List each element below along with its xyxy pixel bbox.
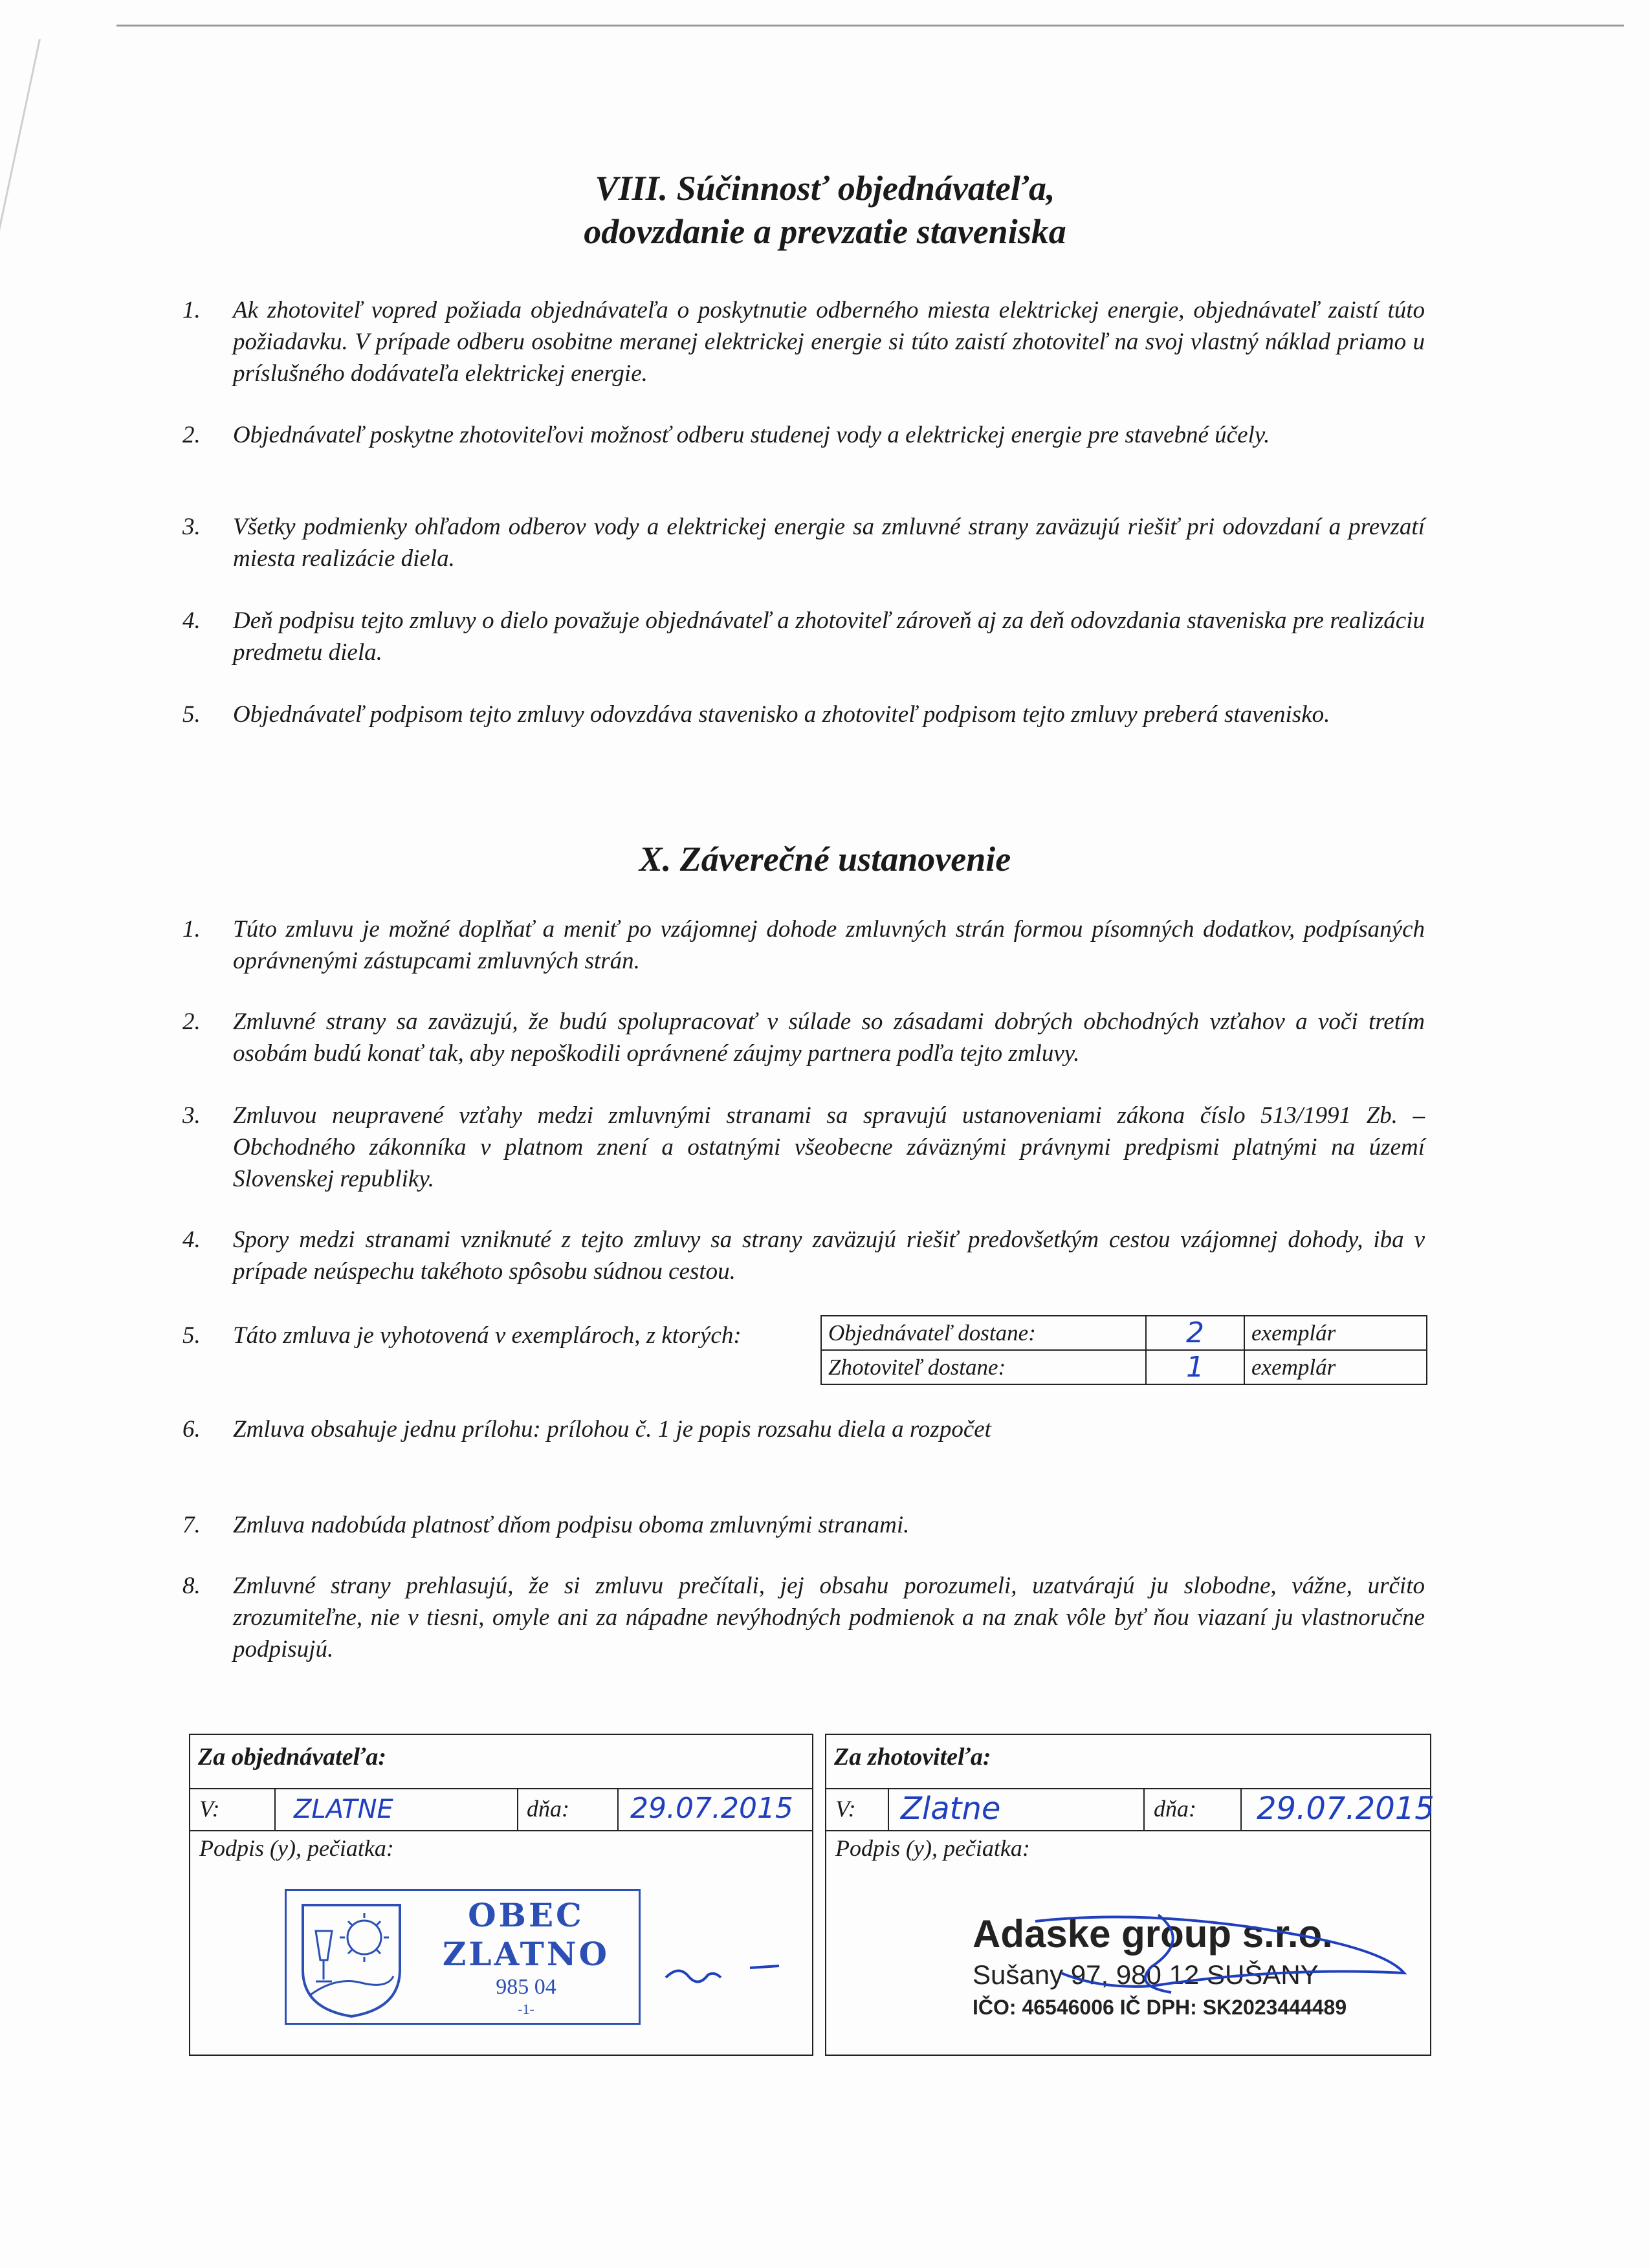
item-number: 1. (182, 916, 201, 943)
table-cell: Objednávateľ dostane: (821, 1316, 1146, 1350)
place-value: Zlatne (901, 1791, 1001, 1827)
item-text: Zmluva obsahuje jednu prílohu: prílohou č. 1 je popis rozsahu diela a rozpočet (233, 1416, 991, 1443)
divider (274, 1789, 276, 1830)
place-label: V: (835, 1796, 856, 1822)
sign-label: Podpis (y), pečiatka: (199, 1835, 394, 1861)
item-number: 4. (182, 607, 201, 634)
divider (1240, 1789, 1242, 1830)
stamp-text: 985 04 (496, 1975, 556, 1999)
stamp-company-address: Sušany 97, 980 12 SUŠANY (973, 1959, 1319, 1990)
item-number: 5. (182, 1322, 201, 1349)
item-text: Zmluvné strany prehlasujú, že si zmluvu prečítali, jej obsahu porozumeli, uzatvárajú ju slobodne, vážne, určito zrozumiteľne, nie v tiesni, omyle ani za nápadne nevýhodných podmienok a na znak vôle byť ňou viazaní ju vlastnoručne podpisujú. (233, 1573, 1425, 1663)
item-number: 8. (182, 1573, 201, 1599)
table-row (821, 1350, 1427, 1384)
divider (826, 1830, 1430, 1831)
item-number: 2. (182, 1009, 201, 1035)
stamp-text: ZLATNO (442, 1935, 610, 1973)
date-label: dňa: (527, 1796, 569, 1822)
exemplar-table (820, 1315, 1427, 1385)
client-signature-title: Za objednávateľa: (198, 1743, 387, 1771)
table-cell: Zhotoviteľ dostane: (821, 1350, 1146, 1384)
item-number: 4. (182, 1227, 201, 1253)
table-cell: 2 (1146, 1316, 1244, 1350)
coat-of-arms-icon (296, 1899, 406, 2018)
table-cell: exemplár (1244, 1316, 1427, 1350)
place-value: ZLATNE (294, 1794, 393, 1824)
item-number: 7. (182, 1512, 201, 1538)
page-edge (116, 25, 1624, 27)
divider (826, 1788, 1430, 1789)
stamp-company-ids: IČO: 46546006 IČ DPH: SK2023444489 (973, 1996, 1347, 2019)
section-8-title-line1: VIII. Súčinnosť objednávateľa, (595, 169, 1055, 208)
item-text: Objednávateľ podpisom tejto zmluvy odovzdáva stavenisko a zhotoviteľ podpisom tejto zmluvy preberá stavenisko. (233, 701, 1330, 728)
item-text: Túto zmluvu je možné doplňať a meniť po vzájomnej dohode zmluvných strán formou písomných dodatkov, podpísaných oprávnenými zástupcami zmluvných strán. (233, 916, 1425, 974)
divider (517, 1789, 518, 1830)
sign-label: Podpis (y), pečiatka: (835, 1835, 1030, 1861)
item-text: Táto zmluva je vyhotovená v exemplároch, z ktorých: (233, 1322, 742, 1349)
table-row (821, 1316, 1427, 1350)
date-value: 29.07.2015 (1257, 1791, 1435, 1827)
stamp-text: -1- (518, 2001, 534, 2017)
handwritten-signature (1022, 1895, 1411, 1999)
item-text: Zmluvné strany sa zaväzujú, že budú spolupracovať v súlade so zásadami dobrých obchodných vzťahov a voči tretím osobám budú konať tak, aby nepoškodili oprávnené záujmy partnera podľa tejto zmluvy. (233, 1009, 1425, 1067)
item-number: 5. (182, 701, 201, 728)
divider (190, 1788, 812, 1789)
item-number: 1. (182, 297, 201, 323)
stamp-text: OBEC (468, 1896, 584, 1934)
date-label: dňa: (1154, 1796, 1196, 1822)
item-text: Všetky podmienky ohľadom odberov vody a elektrickej energie sa zmluvné strany zaväzujú riešiť pri odovzdaní a prevzatí miesta realizácie diela. (233, 514, 1425, 572)
item-text: Zmluvou neupravené vzťahy medzi zmluvnými stranami sa spravujú ustanoveniami zákona číslo 513/1991 Zb. – Obchodného zákonníka v platnom znení a ostatnými všeobecne záväznými právnymi predpismi platnými na území Slovenskej republiky. (233, 1102, 1425, 1192)
divider (1143, 1789, 1145, 1830)
section-8-title-line2: odovzdanie a prevzatie staveniska (584, 212, 1066, 251)
date-value: 29.07.2015 (630, 1792, 793, 1825)
item-text: Deň podpisu tejto zmluvy o dielo považuje objednávateľ a zhotoviteľ zároveň aj za deň odovzdania staveniska pre realizáciu predmetu diela. (233, 607, 1425, 666)
municipality-stamp (285, 1889, 641, 2025)
item-text: Spory medzi stranami vzniknuté z tejto zmluvy sa strany zaväzujú riešiť predovšetkým cestou vzájomnej dohody, iba v prípade neúspechu takéhoto spôsobu súdnou cestou. (233, 1227, 1425, 1285)
stamp-company-name: Adaske group s.r.o. (973, 1912, 1333, 1956)
item-text: Objednávateľ poskytne zhotoviteľovi možnosť odberu studenej vody a elektrickej energie pre stavebné účely. (233, 422, 1270, 448)
place-label: V: (199, 1796, 220, 1822)
item-number: 2. (182, 422, 201, 448)
handwritten-signature (659, 1952, 789, 1990)
item-text: Ak zhotoviteľ vopred požiada objednávateľa o poskytnutie odberného miesta elektrickej energie, objednávateľ zaistí túto požiadavku. V prípade odberu osobitne meranej elektrickej energie si túto zaistí zhotoviteľ na svoj vlastný náklad priamo u príslušného dodávateľa elektrickej energie. (233, 297, 1425, 387)
table-cell: exemplár (1244, 1350, 1427, 1384)
contractor-signature-title: Za zhotoviteľa: (834, 1743, 991, 1771)
divider (617, 1789, 619, 1830)
divider (888, 1789, 889, 1830)
section-10-title: X. Záverečné ustanovenie (639, 840, 1011, 878)
item-text: Zmluva nadobúda platnosť dňom podpisu oboma zmluvnými stranami. (233, 1512, 910, 1538)
table-cell: 1 (1146, 1350, 1244, 1384)
item-number: 3. (182, 514, 201, 540)
item-number: 3. (182, 1102, 201, 1129)
item-number: 6. (182, 1416, 201, 1443)
divider (190, 1830, 812, 1831)
